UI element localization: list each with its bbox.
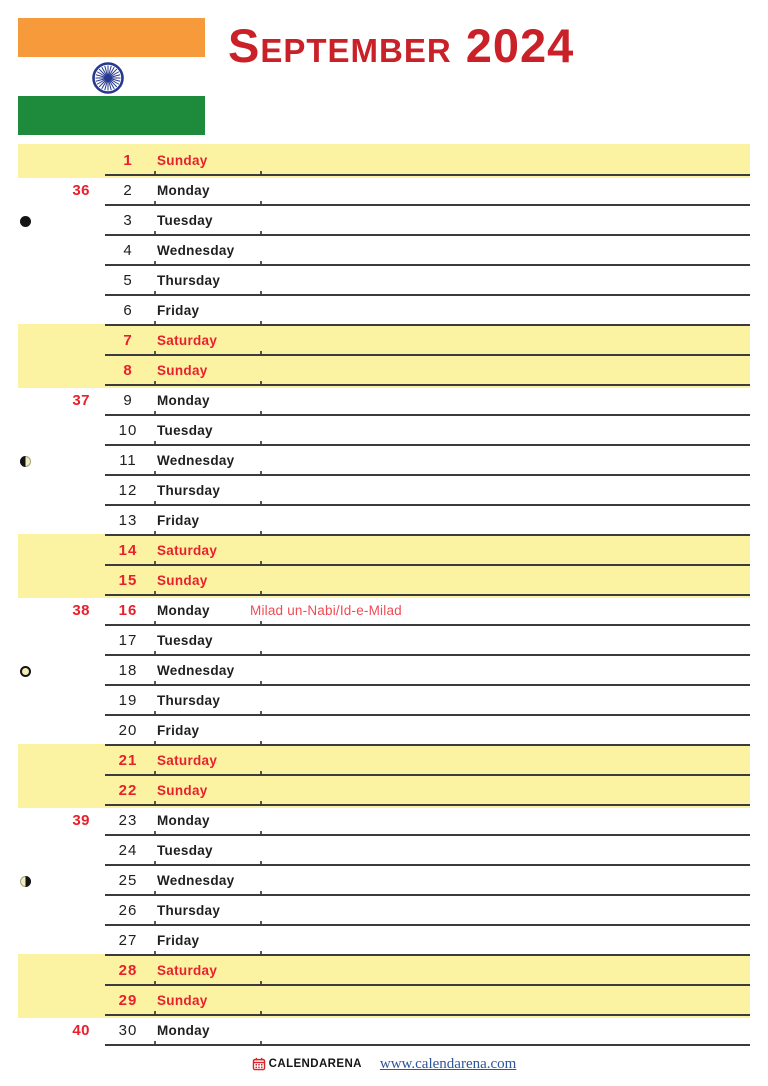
day-name: Tuesday — [157, 633, 213, 648]
day-number: 10 — [118, 422, 138, 439]
day-number: 1 — [123, 152, 133, 169]
day-name: Tuesday — [157, 213, 213, 228]
full-moon-icon — [20, 666, 31, 677]
day-number: 20 — [118, 722, 138, 739]
calendar-row — [0, 386, 768, 416]
week-number: 39 — [72, 812, 90, 829]
day-name: Monday — [157, 393, 210, 408]
week-number — [50, 776, 90, 806]
week-number — [50, 326, 90, 356]
day-number: 4 — [123, 242, 133, 259]
calendar-row — [0, 806, 768, 836]
calendar-row — [0, 506, 768, 536]
day-number: 3 — [123, 212, 133, 229]
calendar-row — [0, 776, 768, 806]
day-name: Sunday — [157, 993, 208, 1008]
week-number — [50, 476, 90, 506]
week-number — [50, 716, 90, 746]
day-name: Thursday — [157, 483, 221, 498]
day-number: 9 — [123, 392, 133, 409]
holiday-label: Milad un-Nabi/Id-e-Milad — [250, 603, 402, 618]
day-number: 29 — [118, 992, 138, 1009]
day-name: Wednesday — [157, 453, 235, 468]
day-number: 16 — [118, 602, 138, 619]
day-number: 7 — [123, 332, 133, 349]
week-number — [50, 986, 90, 1016]
week-number — [50, 626, 90, 656]
day-name: Thursday — [157, 273, 221, 288]
flag-green-stripe — [18, 96, 205, 135]
week-number: 36 — [72, 182, 90, 199]
first-quarter-icon — [20, 456, 31, 467]
calendar-row — [0, 326, 768, 356]
day-number: 15 — [118, 572, 138, 589]
week-number — [50, 746, 90, 776]
day-number: 12 — [118, 482, 138, 499]
calendar-row — [0, 986, 768, 1016]
day-name: Saturday — [157, 333, 218, 348]
day-name: Sunday — [157, 783, 208, 798]
week-number — [50, 236, 90, 266]
calendar-row — [0, 896, 768, 926]
day-number: 14 — [118, 542, 138, 559]
day-name: Monday — [157, 813, 210, 828]
calendar-row — [0, 536, 768, 566]
calendar-row — [0, 266, 768, 296]
week-number — [50, 566, 90, 596]
day-name: Sunday — [157, 153, 208, 168]
calendar-row — [0, 236, 768, 266]
calendar-row — [0, 416, 768, 446]
calendar-row — [0, 926, 768, 956]
day-number: 11 — [119, 452, 137, 469]
india-flag — [18, 18, 205, 135]
week-number — [50, 296, 90, 326]
week-number — [50, 656, 90, 686]
week-number — [50, 446, 90, 476]
day-name: Monday — [157, 1023, 210, 1038]
calendar-row — [0, 476, 768, 506]
week-number — [50, 956, 90, 986]
calendar-row — [0, 956, 768, 986]
day-name: Friday — [157, 933, 200, 948]
footer — [0, 1052, 768, 1076]
ashoka-chakra-icon — [91, 61, 125, 95]
day-name: Monday — [157, 603, 210, 618]
day-number: 21 — [118, 752, 138, 769]
calendar-row — [0, 206, 768, 236]
week-number — [50, 536, 90, 566]
day-number: 28 — [118, 962, 138, 979]
day-name: Saturday — [157, 543, 218, 558]
day-number: 8 — [123, 362, 133, 379]
week-number — [50, 266, 90, 296]
brand-name: CALENDARENA — [268, 1058, 362, 1070]
brand — [252, 1057, 362, 1071]
day-name: Tuesday — [157, 843, 213, 858]
day-name: Friday — [157, 513, 200, 528]
day-name: Wednesday — [157, 243, 235, 258]
day-number: 27 — [118, 932, 138, 949]
calendar-row — [0, 446, 768, 476]
day-number: 13 — [118, 512, 138, 529]
calendar-row — [0, 836, 768, 866]
day-name: Friday — [157, 303, 200, 318]
calendar-row — [0, 866, 768, 896]
day-name: Sunday — [157, 363, 208, 378]
week-number — [50, 686, 90, 716]
day-number: 22 — [118, 782, 138, 799]
week-number — [50, 866, 90, 896]
day-number: 2 — [123, 182, 133, 199]
calendar-row — [0, 176, 768, 206]
week-number — [50, 926, 90, 956]
day-number: 30 — [118, 1022, 138, 1039]
day-name: Wednesday — [157, 873, 235, 888]
day-number: 25 — [118, 872, 138, 889]
day-name: Saturday — [157, 963, 218, 978]
calendar-row — [0, 716, 768, 746]
day-number: 18 — [118, 662, 138, 679]
calendar-row — [0, 596, 768, 626]
calendar-rows — [0, 146, 768, 1046]
week-number — [50, 416, 90, 446]
day-name: Sunday — [157, 573, 208, 588]
new-moon-icon — [20, 216, 31, 227]
calendar-row — [0, 146, 768, 176]
day-name: Saturday — [157, 753, 218, 768]
day-number: 5 — [123, 272, 133, 289]
day-name: Thursday — [157, 903, 221, 918]
day-number: 19 — [118, 692, 138, 709]
day-number: 26 — [118, 902, 138, 919]
day-name: Friday — [157, 723, 200, 738]
calendar-row — [0, 686, 768, 716]
last-quarter-icon — [20, 876, 31, 887]
page-title: September 2024 — [228, 19, 575, 72]
calendar-row — [0, 656, 768, 686]
website-link[interactable]: www.calendarena.com — [379, 1055, 517, 1072]
day-number: 23 — [118, 812, 138, 829]
week-number — [50, 506, 90, 536]
calendar-row — [0, 356, 768, 386]
week-number — [50, 206, 90, 236]
day-number: 17 — [118, 632, 138, 649]
day-number: 6 — [123, 302, 133, 319]
calendar-row — [0, 746, 768, 776]
flag-saffron-stripe — [18, 18, 205, 57]
week-number: 37 — [72, 392, 90, 409]
calendar-icon — [252, 1057, 266, 1071]
day-name: Monday — [157, 183, 210, 198]
day-name: Tuesday — [157, 423, 213, 438]
week-number — [50, 896, 90, 926]
week-number — [50, 146, 90, 176]
calendar-row — [0, 566, 768, 596]
week-number — [50, 356, 90, 386]
calendar-row — [0, 626, 768, 656]
calendar-row — [0, 1016, 768, 1046]
day-number: 24 — [118, 842, 138, 859]
flag-white-stripe — [18, 57, 205, 96]
day-name: Wednesday — [157, 663, 235, 678]
day-name: Thursday — [157, 693, 221, 708]
week-number: 40 — [72, 1022, 90, 1039]
week-number: 38 — [72, 602, 90, 619]
week-number — [50, 836, 90, 866]
calendar-row — [0, 296, 768, 326]
